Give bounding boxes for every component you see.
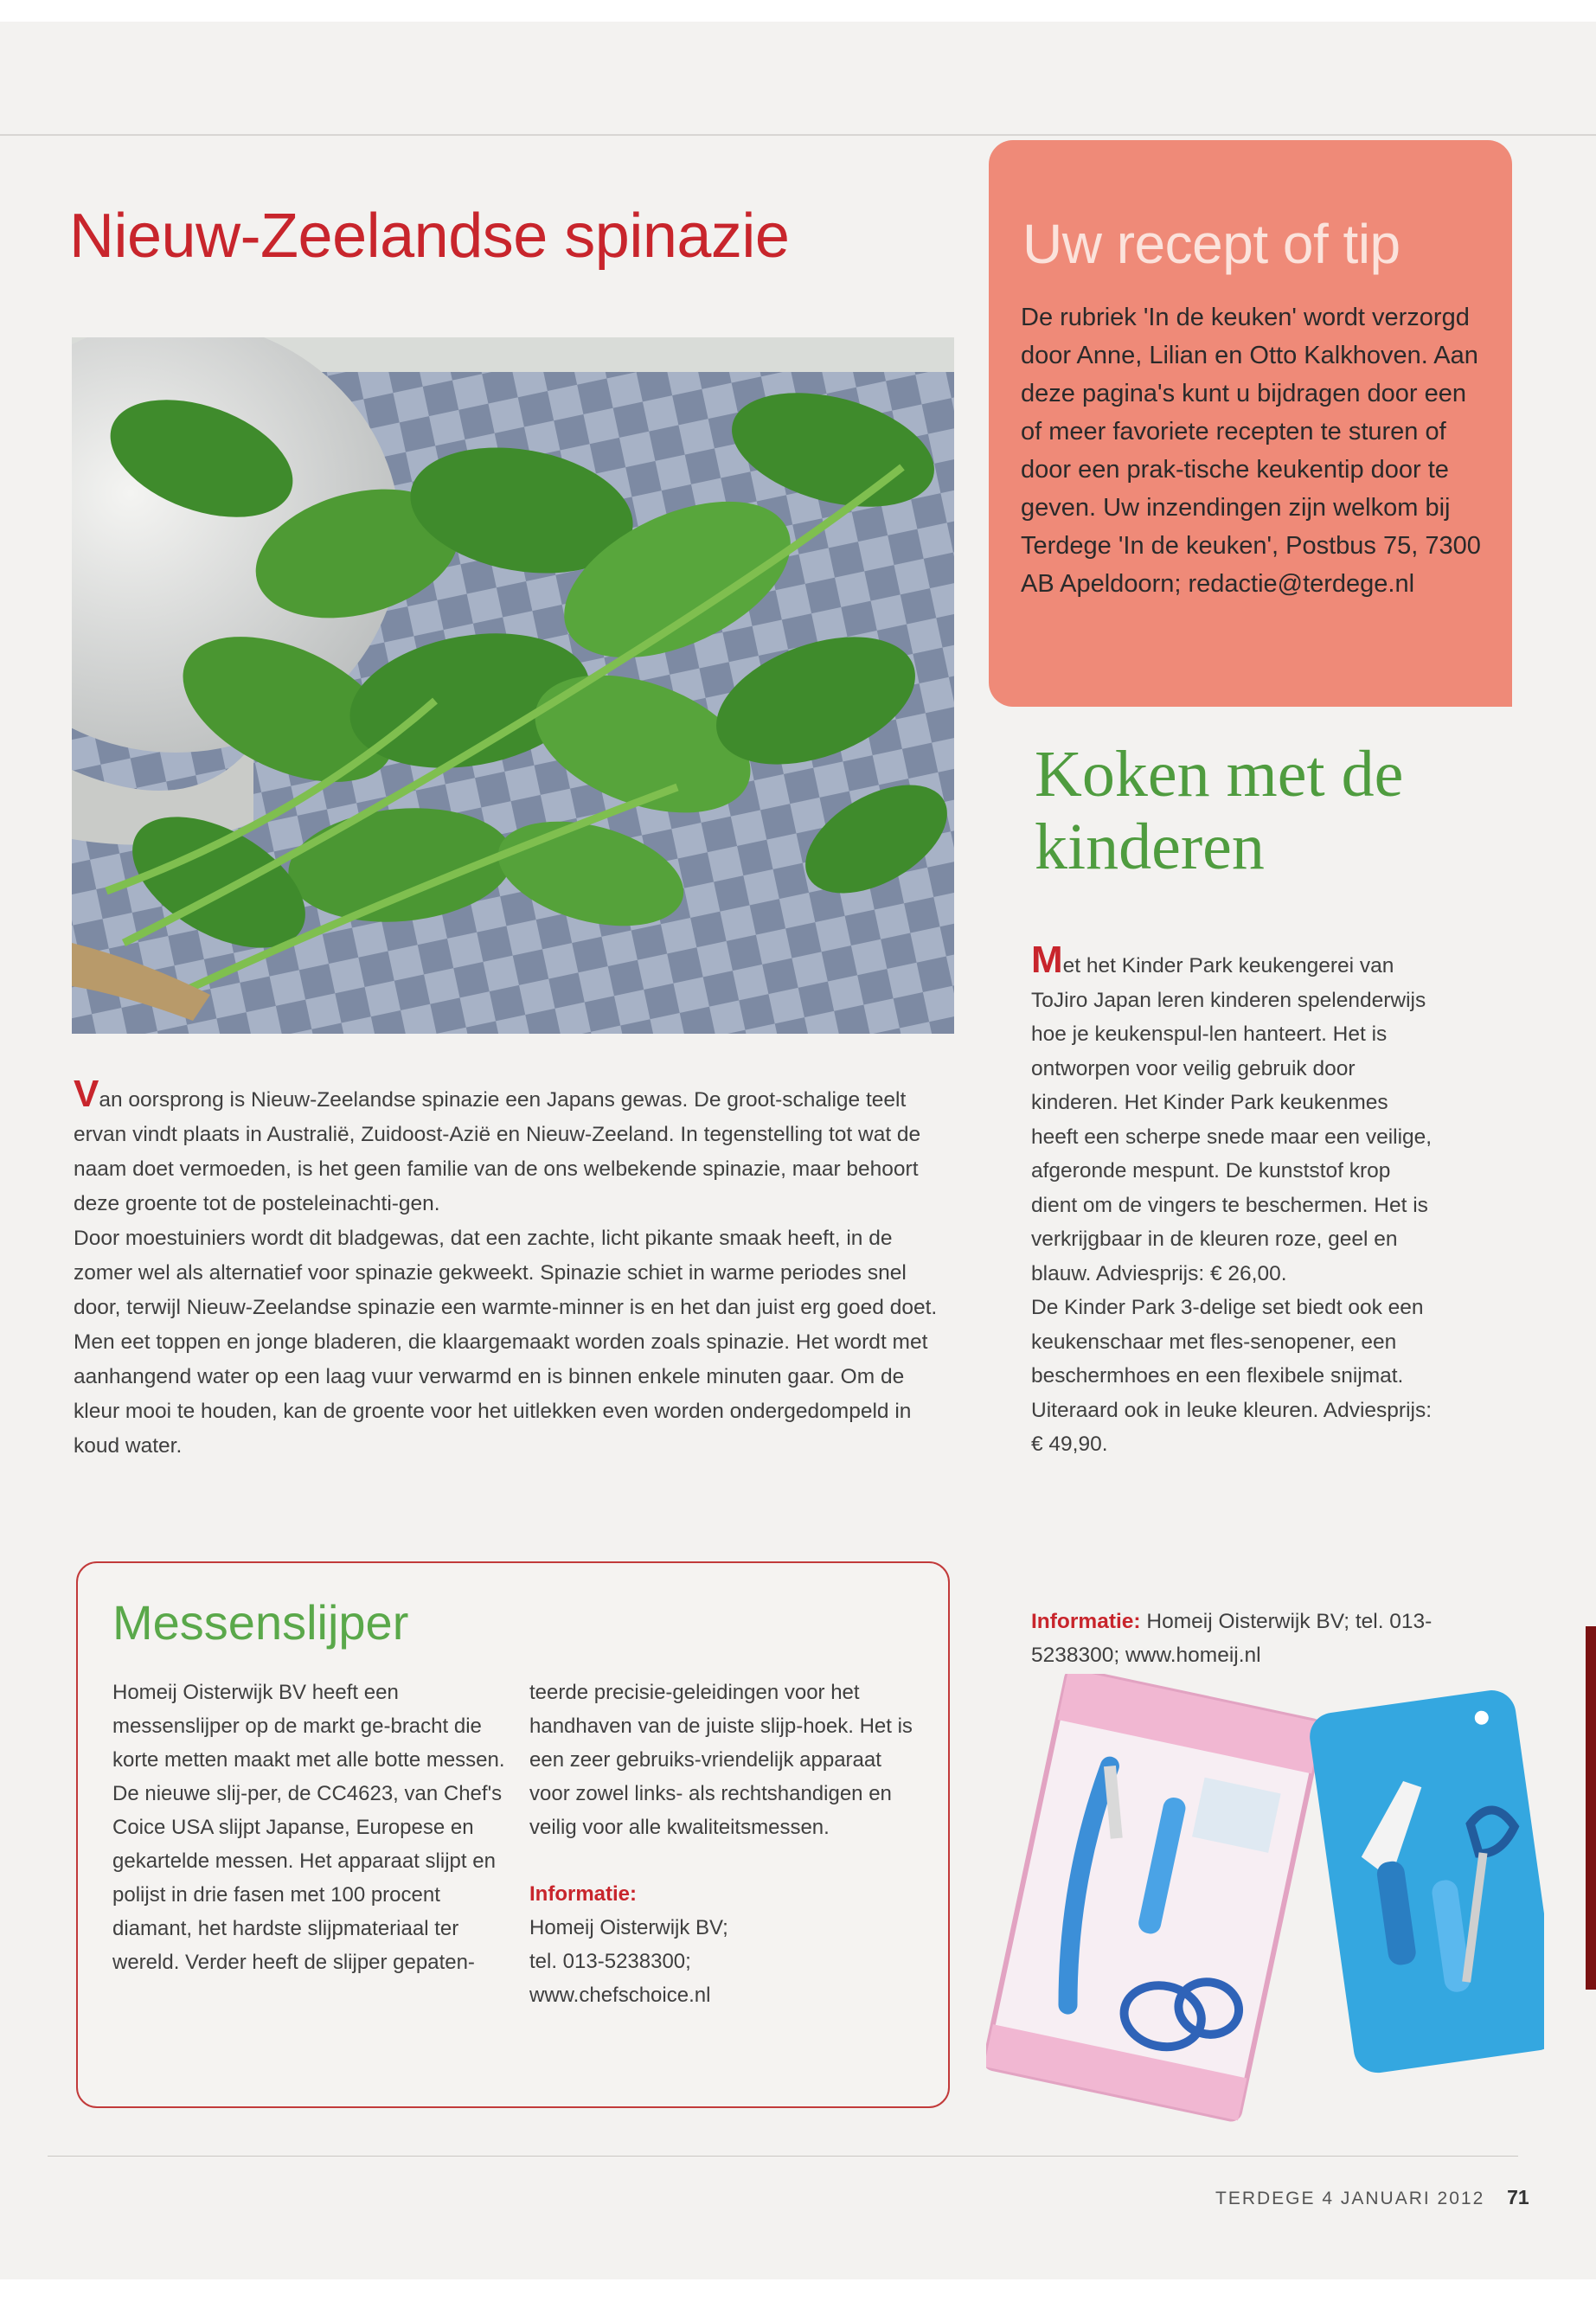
- recipe-paragraph-3: Men eet toppen en jonge bladeren, die klaargemaakt worden zoals spinazie. Het wordt met aanhangend water op een laag vuur verwarmd en is binnen enkele minuten gaar. Om de kleur mooi te houden, kan de groente voor het uitlekken even worden ondergedompeld in koud water.: [74, 1330, 928, 1458]
- footer-rule: [48, 2156, 1518, 2157]
- koken-info: [1031, 1605, 1455, 1672]
- messenslijper-text-1: Homeij Oisterwijk BV heeft een messenslijper op de markt ge-bracht die korte metten maakt met alle botte messen. De nieuwe slij-per, de CC4623, van Chef's Coice USA slijpt Japanse, Europese en gekartelde messen. Het apparaat slijpt en polijst in drie fasen met 100 procent diamant, het hardste slijpmateriaal ter wereld. Verder heeft de slijper gepaten-: [112, 1681, 505, 1974]
- koken-info-line: [1031, 1605, 1455, 1672]
- dropcap: V: [74, 1073, 99, 1115]
- recipe-paragraph-1: [74, 1073, 947, 1221]
- footer-date: 4 JANUARI 2012: [1322, 2189, 1485, 2208]
- koken-paragraph-2: De Kinder Park 3-delige set biedt ook een keukenschaar met fles-senopener, een beschermhoes en een flexibele snijmat. Uiteraard ook in leuke kleuren. Adviesprijs: € 49,90.: [1031, 1296, 1433, 1456]
- recipe-body: [74, 1073, 947, 1464]
- tip-paragraph: De rubriek 'In de keuken' wordt verzorgd door Anne, Lilian en Otto Kalkhoven. Aan deze pagina's kunt u bijdragen door een of meer favoriete recepten te sturen of door een prak-tische keukentip door te geven. Uw inzendingen zijn welkom bij Terdege 'In de keuken', Postbus 75, 7300 AB Apeldoorn; redactie@terdege.nl: [1021, 304, 1481, 598]
- spinach-photo: [72, 337, 954, 1034]
- tip-text: [1021, 298, 1488, 603]
- koken-body: [1031, 939, 1438, 1462]
- top-rule: [0, 134, 1596, 136]
- messenslijper-title: Messenslijper: [112, 1595, 409, 1650]
- koken-dropcap: M: [1031, 939, 1063, 981]
- messenslijper-info-line-2: tel. 013-5238300;: [529, 1950, 691, 1973]
- page-footer: [1215, 2186, 1529, 2209]
- koken-info-text: Homeij Oisterwijk BV; tel. 013-5238300; www.homeij.nl: [1031, 1610, 1433, 1667]
- page-number: 71: [1507, 2186, 1529, 2208]
- messenslijper-info-line-1: Homeij Oisterwijk BV;: [529, 1916, 728, 1939]
- messenslijper-col-1: [112, 1676, 506, 1979]
- tip-title: Uw recept of tip: [1022, 213, 1401, 275]
- messenslijper-text-2: teerde precisie-geleidingen voor het handhaven van de juiste slijp-hoek. Het is een zeer gebruiks-vriendelijk apparaat voor zowel links- als rechtshandigen en veilig voor alle kwaliteitsmessen.: [529, 1681, 913, 1839]
- messenslijper-info-label: [529, 1877, 919, 1911]
- messenslijper-info-line-3: www.chefschoice.nl: [529, 1984, 711, 2007]
- koken-title: Koken met de kinderen: [1035, 738, 1404, 883]
- recipe-paragraph-2: Door moestuiniers wordt dit bladgewas, dat een zachte, licht pikante smaak heeft, in de zomer wel als alternatief voor spinazie gekweekt. Spinazie schiet in warme periodes snel door, terwijl Nieuw-Zeelandse spinazie een warmte-minner is en het dan juist erg goed doet.: [74, 1227, 938, 1319]
- koken-paragraph-1-text: et het Kinder Park keukengerei van ToJiro Japan leren kinderen spelenderwijs hoe je keukenspul-len hanteert. Het is ontworpen voor veilig gebruik door kinderen. Het Kinder Park keukenmes heeft een scherpe snede maar een veilige, afgeronde mespunt. De kunststof krop dient om de vingers te beschermen. Het is verkrijgbaar in de kleuren roze, geel en blauw. Adviesprijs: € 26,00.: [1031, 954, 1433, 1285]
- koken-info-label: Informatie:: [1031, 1610, 1141, 1633]
- page-edge: [1586, 1626, 1596, 1990]
- info-label: Informatie:: [529, 1882, 638, 1906]
- recipe-headline: Nieuw-Zeelandse spinazie: [69, 202, 790, 271]
- kids-knife-set-photo: [986, 1674, 1544, 2128]
- koken-paragraph-1: [1031, 939, 1438, 1291]
- recipe-paragraph-1-text: an oorsprong is Nieuw-Zeelandse spinazie een Japans gewas. De groot-schalige teelt ervan vindt plaats in Australië, Zuidoost-Azië en Nieuw-Zeeland. In tegenstelling tot wat de naam doet vermoeden, is het geen familie van de ons welbekende spinazie, maar behoort deze groente tot de posteleinachti-gen.: [74, 1088, 921, 1215]
- footer-magazine: TERDEGE: [1215, 2189, 1316, 2208]
- messenslijper-col-2: [529, 1676, 919, 2012]
